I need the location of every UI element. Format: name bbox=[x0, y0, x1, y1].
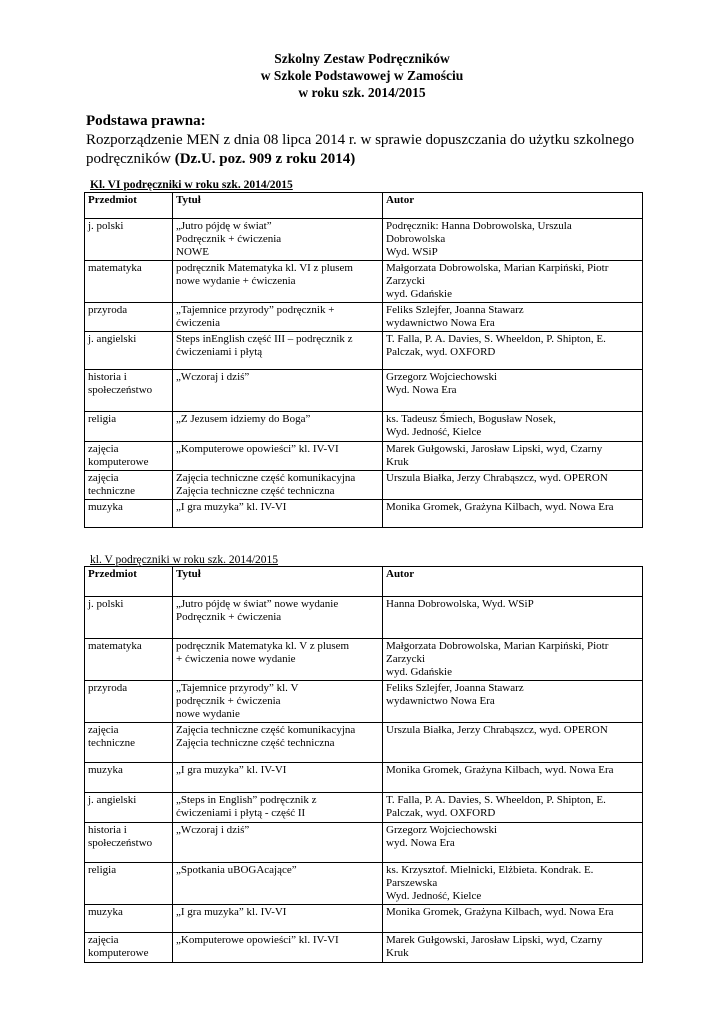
header-title: Tytuł bbox=[173, 567, 383, 597]
table-row bbox=[85, 332, 643, 370]
table-row bbox=[85, 823, 643, 863]
table-class-6 bbox=[84, 192, 643, 528]
cell-subject: muzyka bbox=[85, 500, 173, 528]
cell-subject: historia i społeczeństwo bbox=[85, 823, 173, 863]
cell-author: T. Falla, P. A. Davies, S. Wheeldon, P. Shipton, E. Palczak, wyd. OXFORD bbox=[383, 332, 643, 370]
table-row bbox=[85, 863, 643, 905]
cell-author: Monika Gromek, Grażyna Kilbach, wyd. Nowa Era bbox=[383, 763, 643, 793]
table-row bbox=[85, 793, 643, 823]
cell-title: „I gra muzyka” kl. IV-VI bbox=[173, 905, 383, 933]
table-1-caption: Kl. VI podręczniki w roku szk. 2014/2015 bbox=[90, 179, 293, 191]
cell-subject: zajęcia komputerowe bbox=[85, 442, 173, 471]
table-row bbox=[85, 261, 643, 303]
cell-subject: muzyka bbox=[85, 905, 173, 933]
table-header-row bbox=[85, 193, 643, 219]
legal-reference: (Dz.U. poz. 909 z roku 2014) bbox=[174, 151, 356, 167]
cell-title: Zajęcia techniczne część komunikacyjna Zajęcia techniczne część techniczna bbox=[173, 471, 383, 500]
legal-text: Rozporządzenie MEN z dnia 08 lipca 2014 r. w sprawie dopuszczania do użytku szkolnego podręczników bbox=[86, 132, 635, 167]
cell-subject: przyroda bbox=[85, 681, 173, 723]
header-subject: Przedmiot bbox=[85, 567, 173, 597]
cell-author: Urszula Białka, Jerzy Chrabąszcz, wyd. OPERON bbox=[383, 471, 643, 500]
cell-subject: matematyka bbox=[85, 261, 173, 303]
cell-subject: przyroda bbox=[85, 303, 173, 332]
cell-author: T. Falla, P. A. Davies, S. Wheeldon, P. Shipton, E. Palczak, wyd. OXFORD bbox=[383, 793, 643, 823]
cell-author: Hanna Dobrowolska, Wyd. WSiP bbox=[383, 597, 643, 639]
table-row bbox=[85, 412, 643, 442]
table-2-caption: kl. V podręczniki w roku szk. 2014/2015 bbox=[90, 554, 279, 566]
header-author: Autor bbox=[383, 193, 643, 219]
cell-subject: j. polski bbox=[85, 597, 173, 639]
table-row bbox=[85, 763, 643, 793]
cell-subject: j. angielski bbox=[85, 332, 173, 370]
header-author: Autor bbox=[383, 567, 643, 597]
cell-author: Małgorzata Dobrowolska, Marian Karpiński, Piotr Zarzycki wyd. Gdańskie bbox=[383, 261, 643, 303]
table-class-5 bbox=[84, 566, 643, 963]
table-row bbox=[85, 933, 643, 963]
cell-author: Feliks Szlejfer, Joanna Stawarz wydawnictwo Nowa Era bbox=[383, 303, 643, 332]
cell-title: „Spotkania uBOGAcające” bbox=[173, 863, 383, 905]
cell-title: Zajęcia techniczne część komunikacyjna Zajęcia techniczne część techniczna bbox=[173, 723, 383, 763]
table-row bbox=[85, 219, 643, 261]
header-subject: Przedmiot bbox=[85, 193, 173, 219]
table-row bbox=[85, 370, 643, 412]
table-row bbox=[85, 681, 643, 723]
cell-title: „I gra muzyka” kl. IV-VI bbox=[173, 500, 383, 528]
table-row bbox=[85, 723, 643, 763]
legal-basis bbox=[86, 112, 646, 169]
cell-title: podręcznik Matematyka kl. VI z plusem nowe wydanie + ćwiczenia bbox=[173, 261, 383, 303]
cell-author: Marek Gułgowski, Jarosław Lipski, wyd, Czarny Kruk bbox=[383, 442, 643, 471]
cell-title: „Tajemnice przyrody” kl. V podręcznik + ćwiczenia nowe wydanie bbox=[173, 681, 383, 723]
cell-author: Monika Gromek, Grażyna Kilbach, wyd. Nowa Era bbox=[383, 500, 643, 528]
table-row bbox=[85, 471, 643, 500]
cell-title: „Wczoraj i dziś” bbox=[173, 370, 383, 412]
document-title bbox=[0, 50, 724, 101]
cell-subject: zajęcia techniczne bbox=[85, 471, 173, 500]
cell-subject: zajęcia komputerowe bbox=[85, 933, 173, 963]
title-line-1: Szkolny Zestaw Podręczników bbox=[274, 51, 450, 66]
table-row bbox=[85, 597, 643, 639]
cell-author: Podręcznik: Hanna Dobrowolska, Urszula Dobrowolska Wyd. WSiP bbox=[383, 219, 643, 261]
cell-author: Feliks Szlejfer, Joanna Stawarz wydawnictwo Nowa Era bbox=[383, 681, 643, 723]
cell-subject: historia i społeczeństwo bbox=[85, 370, 173, 412]
cell-author: ks. Krzysztof. Mielnicki, Elżbieta. Kondrak. E. Parszewska Wyd. Jedność, Kielce bbox=[383, 863, 643, 905]
cell-title: „Steps in English” podręcznik z ćwiczeniami i płytą - część II bbox=[173, 793, 383, 823]
cell-title: „Wczoraj i dziś” bbox=[173, 823, 383, 863]
cell-subject: j. angielski bbox=[85, 793, 173, 823]
cell-author: Małgorzata Dobrowolska, Marian Karpiński, Piotr Zarzycki wyd. Gdańskie bbox=[383, 639, 643, 681]
cell-author: Marek Gułgowski, Jarosław Lipski, wyd, Czarny Kruk bbox=[383, 933, 643, 963]
cell-author: Monika Gromek, Grażyna Kilbach, wyd. Nowa Era bbox=[383, 905, 643, 933]
table-row bbox=[85, 639, 643, 681]
table-header-row bbox=[85, 567, 643, 597]
cell-title: „I gra muzyka” kl. IV-VI bbox=[173, 763, 383, 793]
legal-text-block bbox=[86, 131, 646, 169]
cell-title: „Komputerowe opowieści” kl. IV-VI bbox=[173, 933, 383, 963]
cell-title: „Komputerowe opowieści” kl. IV-VI bbox=[173, 442, 383, 471]
cell-title: „Jutro pójdę w świat” Podręcznik + ćwiczenia NOWE bbox=[173, 219, 383, 261]
cell-subject: j. polski bbox=[85, 219, 173, 261]
table-row bbox=[85, 303, 643, 332]
table-row bbox=[85, 500, 643, 528]
cell-title: podręcznik Matematyka kl. V z plusem + ćwiczenia nowe wydanie bbox=[173, 639, 383, 681]
cell-subject: religia bbox=[85, 412, 173, 442]
cell-author: Grzegorz Wojciechowski Wyd. Nowa Era bbox=[383, 370, 643, 412]
header-title: Tytuł bbox=[173, 193, 383, 219]
cell-subject: matematyka bbox=[85, 639, 173, 681]
cell-author: Grzegorz Wojciechowski wyd. Nowa Era bbox=[383, 823, 643, 863]
table-row bbox=[85, 905, 643, 933]
cell-subject: muzyka bbox=[85, 763, 173, 793]
cell-author: ks. Tadeusz Śmiech, Bogusław Nosek, Wyd. Jedność, Kielce bbox=[383, 412, 643, 442]
legal-heading: Podstawa prawna: bbox=[86, 113, 206, 129]
cell-author: Urszula Białka, Jerzy Chrabąszcz, wyd. OPERON bbox=[383, 723, 643, 763]
cell-title: „Z Jezusem idziemy do Boga” bbox=[173, 412, 383, 442]
table-row bbox=[85, 442, 643, 471]
title-line-3: w roku szk. 2014/2015 bbox=[298, 85, 426, 100]
cell-subject: zajęcia techniczne bbox=[85, 723, 173, 763]
title-line-2: w Szkole Podstawowej w Zamościu bbox=[260, 68, 464, 83]
cell-subject: religia bbox=[85, 863, 173, 905]
cell-title: „Jutro pójdę w świat” nowe wydanie Podręcznik + ćwiczenia bbox=[173, 597, 383, 639]
cell-title: Steps inEnglish część III – podręcznik z ćwiczeniami i płytą bbox=[173, 332, 383, 370]
cell-title: „Tajemnice przyrody” podręcznik + ćwiczenia bbox=[173, 303, 383, 332]
